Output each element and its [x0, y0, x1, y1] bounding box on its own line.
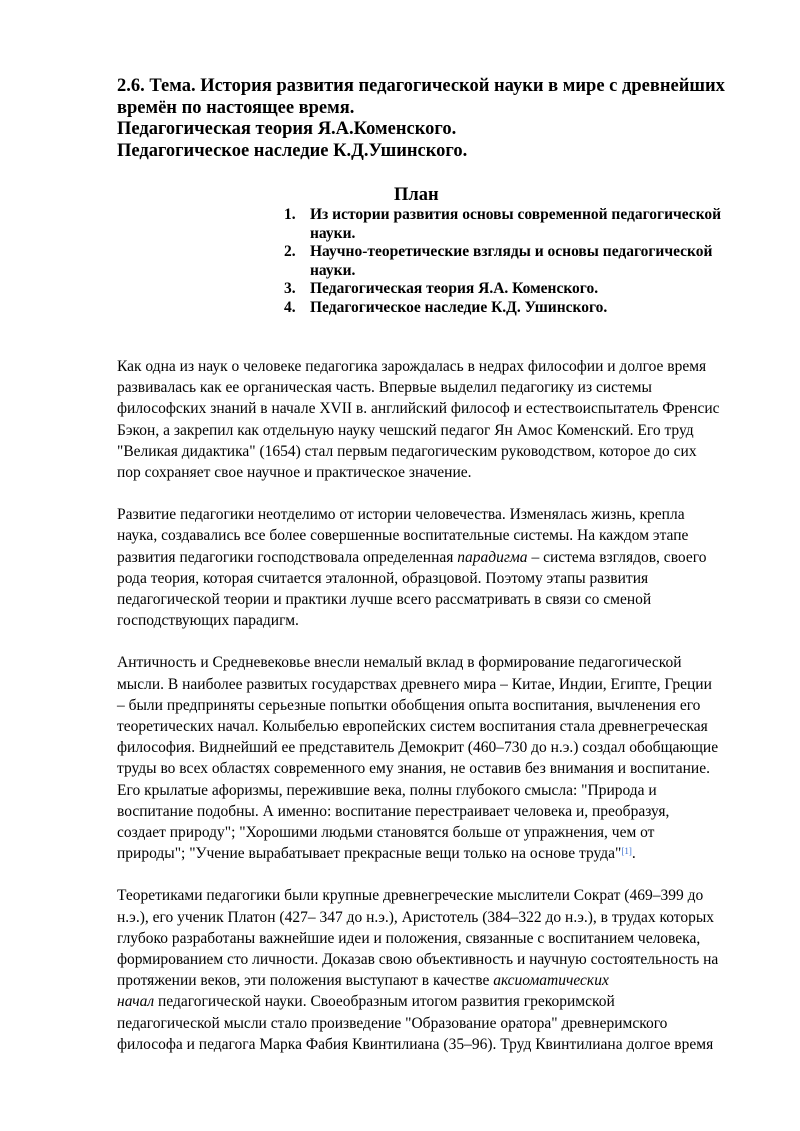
footnote-link[interactable]: [1] [621, 846, 632, 857]
paragraph-2 [117, 504, 745, 631]
plan-item-text: Научно-теоретические взгляды и основы педагогической [310, 243, 713, 260]
text-line: развивалась как ее органическая часть. Впервые выделил педагогику из системы [117, 379, 652, 397]
plan-list [117, 206, 745, 317]
text-line: создает природу"; "Хорошими людьми становятся больше от упражнения, чем от [117, 824, 655, 842]
text-line: – были предприняты серьезные попытки обобщения опыта воспитания, вычленения его [117, 696, 701, 714]
heading-line: 2.6. Тема. История развития педагогической науки в мире с древнейших [117, 76, 725, 96]
plan-item-text: науки. [310, 224, 356, 242]
text-line: господствующих парадигм. [117, 612, 299, 630]
plan-item [117, 206, 745, 243]
text-line: философских знаний в начале XVII в. английский философ и естествоиспытатель Френсис [117, 400, 720, 418]
heading-line: Педагогическое наследие К.Д.Ушинского. [117, 140, 468, 161]
text-line: Его крылатые афоризмы, пережившие века, полны глубокого смысла: "Природа и [117, 781, 657, 799]
text-span: природы"; "Учение вырабатывает прекрасные вещи только на основе труда" [117, 845, 622, 863]
text-line: философия. Виднейший ее представитель Демокрит (460–730 до н.э.) создал обобщающие [117, 739, 719, 757]
text-span: – система взглядов, своего [527, 548, 707, 566]
text-line: Как одна из наук о человеке педагогика зарождалась в недрах философии и долгое время [117, 358, 707, 375]
plan-item [117, 299, 745, 318]
text-span: протяжении веков, эти положения выступают в качестве [117, 972, 494, 990]
document-page [117, 76, 745, 1055]
text-line [117, 843, 745, 864]
text-line: наука, создавались все более совершенные воспитательные системы. На каждом этапе [117, 527, 689, 545]
paragraph-1 [117, 356, 745, 483]
plan-title: План [394, 185, 439, 205]
text-line [117, 970, 745, 991]
plan-item [117, 280, 745, 299]
italic-term: начал [117, 993, 155, 1011]
text-line: н.э.), его ученик Платон (427– 347 до н.э.), Аристотель (384–322 до н.э.), в трудах которых [117, 908, 715, 926]
plan-item-text: науки. [310, 261, 356, 279]
text-line: философа и педагога Марка Фабия Квинтилиана (35–96). Труд Квинтилиана долгое время [117, 1035, 714, 1053]
italic-term: аксиоматических [493, 972, 609, 990]
text-span: развития педагогики господствовала определенная [117, 548, 458, 566]
plan-item-text: Педагогическое наследие К.Д. Ушинского. [310, 298, 608, 316]
text-line: теоретических начал. Колыбелью европейских систем воспитания стала древнегреческая [117, 718, 708, 736]
italic-term: парадигма [457, 548, 528, 566]
plan-item-text: Из истории развития основы современной педагогической [310, 206, 722, 223]
text-line: пор сохраняет свое научное и практическое значение. [117, 464, 472, 482]
text-line: Бэкон, а закрепил как отдельную науку чешский педагог Ян Амос Коменский. Его труд [117, 421, 694, 439]
text-line: "Великая дидактика" (1654) стал первым педагогическим руководством, которое до сих [117, 442, 697, 460]
text-line: труды во всех областях современного ему знания, не оставив без внимания и воспитание. [117, 760, 710, 778]
plan-item-number: 2. [284, 243, 296, 260]
text-line: воспитание подобны. А именно: воспитание перестраивает человека и, преобразуя, [117, 802, 670, 820]
text-line: Античность и Средневековье внесли немалый вклад в формирование педагогической [117, 654, 682, 672]
text-line [117, 991, 745, 1012]
heading-line: времён по настоящее время. [117, 97, 355, 118]
text-line [117, 547, 745, 568]
heading-line: Педагогическая теория Я.А.Коменского. [117, 119, 457, 139]
text-line: глубоко разработаны важнейшие идеи и положения, связанные с воспитанием человека, [117, 929, 701, 947]
topic-heading [117, 76, 745, 162]
text-line: формированием сто личности. Доказав свою объективность и научную состоятельность на [117, 951, 719, 969]
paragraph-3 [117, 652, 745, 864]
text-line: Развитие педагогики неотделимо от истории человечества. Изменялась жизнь, крепла [117, 506, 685, 524]
text-line: педагогической мысли стало произведение "Образование оратора" древнеримского [117, 1014, 668, 1032]
text-span: . [631, 845, 636, 863]
text-span: педагогической науки. Своеобразным итогом развития грекоримской [154, 993, 615, 1011]
plan-item-number: 4. [284, 298, 296, 316]
text-line: Теоретиками педагогики были крупные древнегреческие мыслители Сократ (469–399 до [117, 887, 704, 905]
text-line: рода теория, которая считается эталонной, образцовой. Поэтому этапы развития [117, 569, 649, 587]
plan-item-number: 1. [284, 206, 296, 223]
text-line: мысли. В наиболее развитых государствах древнего мира – Китае, Индии, Египте, Греции [117, 675, 712, 693]
plan-item-number: 3. [284, 280, 296, 297]
paragraph-4 [117, 885, 745, 1055]
text-line: педагогической теории и практики лучше всего рассматривать в связи со сменой [117, 591, 652, 609]
plan-item [117, 243, 745, 280]
plan-item-text: Педагогическая теория Я.А. Коменского. [310, 280, 599, 297]
